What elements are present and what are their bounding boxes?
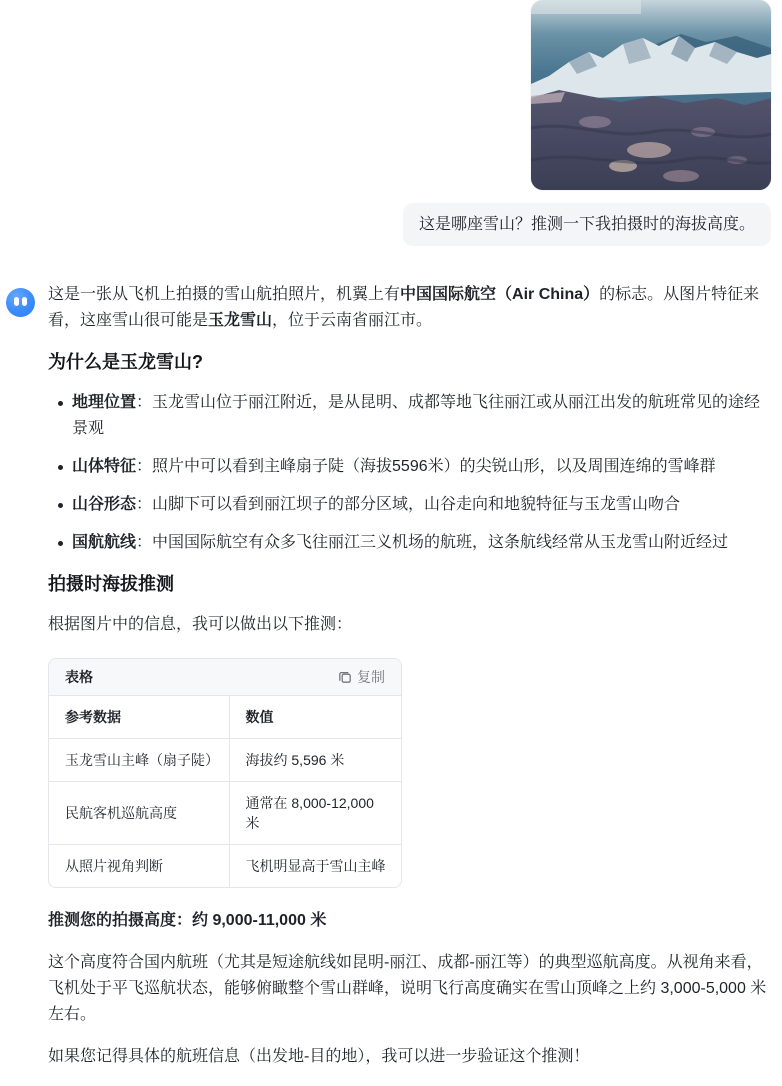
- snow-mountain-photo-illustration: [531, 0, 771, 190]
- table-row: [49, 782, 401, 845]
- column-header-value: 数值: [245, 709, 274, 725]
- table-card-header: [49, 659, 401, 696]
- reference-data-table: [49, 696, 401, 887]
- bullet-label: 山体特征: [72, 458, 137, 475]
- avatar-eye-icon: [14, 297, 19, 306]
- airline-bold-text: 中国国际航空（Air China）: [400, 286, 600, 303]
- list-item-mountain-features: [72, 454, 774, 480]
- avatar-eye-icon: [22, 297, 27, 306]
- intro-text: 这是一张从飞机上拍摄的雪山航拍照片，机翼上有: [48, 286, 401, 303]
- conclusion-paragraph: 这个高度符合国内航班（尤其是短途航线如昆明-丽江、成都-丽江等）的典型巡航高度。从视角来看，飞机处于平飞巡航状态，能够俯瞰整个雪山群峰，说明飞行高度确实在雪山顶峰之上约 3,000-5,000 米左右。: [48, 954, 767, 1023]
- table-header-row: [49, 696, 401, 739]
- table-cell: 从照片视角判断: [49, 845, 229, 888]
- table-cell: 玉龙雪山主峰（扇子陡）: [49, 739, 229, 782]
- bullet-label: 地理位置: [72, 394, 137, 411]
- assistant-avatar: [6, 288, 35, 317]
- table-intro-paragraph: 根据图片中的信息，我可以做出以下推测：: [48, 616, 353, 633]
- intro-text: 的标志。从图片特征来看，这座雪山很可能是: [48, 286, 760, 329]
- table-cell: 海拔约 5,596 米: [245, 752, 345, 768]
- table-card-title: 表格: [65, 669, 93, 685]
- intro-text: ，位于云南省丽江市。: [272, 312, 433, 329]
- intro-paragraph: [48, 282, 774, 334]
- list-item-geography: [72, 390, 774, 442]
- conclusion-bold-line: 推测您的拍摄高度：约 9,000-11,000 米: [48, 912, 327, 929]
- bullet-text: ：玉龙雪山位于丽江附近，是从昆明、成都等地飞往丽江或从丽江出发的航班常见的途经景观: [72, 394, 761, 437]
- user-uploaded-photo[interactable]: [531, 0, 771, 190]
- table-cell: 民航客机巡航高度: [49, 782, 229, 845]
- copy-icon: [338, 670, 352, 684]
- list-item-air-china-routes: [72, 530, 774, 556]
- bullet-label: 国航航线: [72, 534, 137, 551]
- user-message-bubble: [403, 203, 771, 246]
- table-row: [49, 739, 401, 782]
- mountain-bold-text: 玉龙雪山: [208, 312, 273, 329]
- bullet-text: ：中国国际航空有众多飞往丽江三义机场的航班，这条航线经常从玉龙雪山附近经过: [136, 534, 729, 551]
- copy-table-button[interactable]: [336, 665, 387, 689]
- user-message-text: 这是哪座雪山？推测一下我拍摄时的海拔高度。: [418, 216, 755, 233]
- list-item-valley-shape: [72, 492, 774, 518]
- final-paragraph: 如果您记得具体的航班信息（出发地-目的地），我可以进一步验证这个推测！: [48, 1048, 590, 1065]
- table-cell: 通常在 8,000-12,000 米: [245, 795, 374, 831]
- table-card: [48, 658, 402, 888]
- table-cell: 飞机明显高于雪山主峰: [245, 858, 386, 874]
- copy-button-label: 复制: [357, 669, 385, 685]
- bullet-text: ：照片中可以看到主峰扇子陡（海拔5596米）的尖锐山形，以及周围连绵的雪峰群: [136, 458, 716, 475]
- bullet-text: ：山脚下可以看到丽江坝子的部分区域，山谷走向和地貌特征与玉龙雪山吻合: [136, 496, 681, 513]
- reason-list: [48, 390, 774, 556]
- table-row: [49, 845, 401, 888]
- heading-altitude-estimate: 拍摄时海拔推测: [48, 574, 174, 594]
- column-header-reference: 参考数据: [49, 696, 229, 739]
- assistant-message: [6, 282, 774, 1086]
- heading-why: 为什么是玉龙雪山?: [48, 352, 203, 372]
- bullet-label: 山谷形态: [72, 496, 137, 513]
